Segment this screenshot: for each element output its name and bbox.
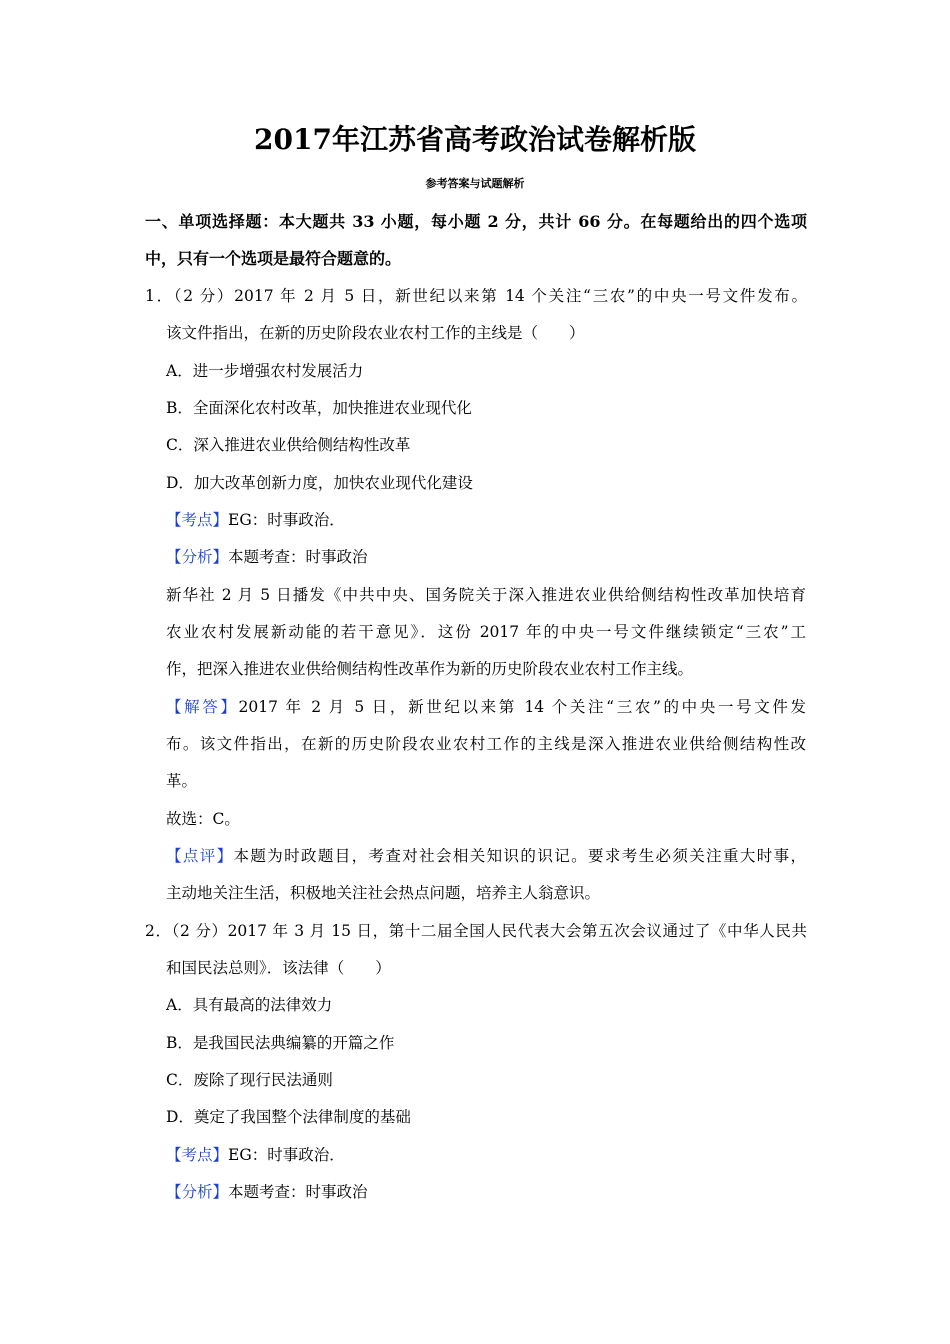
- document-subtitle: 参考答案与试题解析: [425, 177, 525, 190]
- kaodian-text: EG：时事政治．: [228, 1146, 345, 1164]
- kaodian-tag: 【考点】: [166, 1146, 229, 1164]
- dianping-tag: 【点评】: [166, 847, 234, 865]
- section-heading-line: 中，只有一个选项是最符合题意的。: [145, 249, 402, 268]
- question-2-stem-cont: 和国民法总则》．该法律（ ）: [166, 959, 391, 977]
- question-1-analysis-line: 新华社 2 月 5 日播发《中共中央、国务院关于深入推进农业供给侧结构性改革加快培育: [166, 586, 806, 604]
- question-1-jieda-cont: 革。: [166, 772, 198, 790]
- question-2-fenxi: [166, 1181, 368, 1203]
- question-1-jieda-cont: 布。该文件指出，在新的历史阶段农业农村工作的主线是深入推进农业供给侧结构性改: [166, 735, 806, 753]
- question-1-answer: 故选：C。: [166, 810, 240, 828]
- jieda-tag: 【解答】: [166, 698, 239, 716]
- question-1-option-a: A．进一步增强农村发展活力: [166, 362, 364, 380]
- question-1-stem-cont: 该文件指出，在新的历史阶段农业农村工作的主线是（ ）: [166, 324, 585, 342]
- fenxi-text: 本题考查：时事政治: [228, 548, 368, 566]
- section-heading: [145, 203, 810, 277]
- question-1-analysis-line: 作，把深入推进农业供给侧结构性改革作为新的历史阶段农业农村工作主线。: [166, 660, 694, 678]
- dianping-text: 本题为时政题目，考查对社会相关知识的识记。要求考生必须关注重大时事，: [233, 847, 806, 865]
- question-1-dianping: [166, 845, 806, 867]
- question-1-analysis-line: 农业农村发展新动能的若干意见》．这份 2017 年的中央一号文件继续锁定“三农”工: [166, 623, 806, 641]
- question-2-option-c: C．废除了现行民法通则: [166, 1071, 333, 1089]
- question-1-fenxi: [166, 546, 368, 568]
- question-1-option-d: D．加大改革创新力度，加快农业现代化建设: [166, 474, 473, 492]
- question-1-option-b: B．全面深化农村改革，加快推进农业现代化: [166, 399, 472, 417]
- question-2-option-d: D．奠定了我国整个法律制度的基础: [166, 1108, 411, 1126]
- document-title: 2017年江苏省高考政治试卷解析版: [254, 123, 696, 156]
- question-2-option-a: A．具有最高的法律效力: [166, 996, 333, 1014]
- question-2-option-b: B．是我国民法典编纂的开篇之作: [166, 1034, 395, 1052]
- kaodian-text: EG：时事政治．: [228, 511, 345, 529]
- question-1-option-c: C．深入推进农业供给侧结构性改革: [166, 436, 411, 454]
- fenxi-text: 本题考查：时事政治: [228, 1183, 368, 1201]
- jieda-text: 2017 年 2 月 5 日，新世纪以来第 14 个关注“三农”的中央一号文件发: [238, 698, 806, 716]
- fenxi-tag: 【分析】: [166, 548, 229, 566]
- kaodian-tag: 【考点】: [166, 511, 229, 529]
- question-2-kaodian: [166, 1144, 345, 1166]
- question-1-kaodian: [166, 509, 345, 531]
- fenxi-tag: 【分析】: [166, 1183, 229, 1201]
- question-1-stem: 1．（2 分）2017 年 2 月 5 日，新世纪以来第 14 个关注“三农”的中央一号文件发布。: [145, 287, 807, 305]
- section-heading-line: 一、单项选择题：本大题共 33 小题，每小题 2 分，共计 66 分。在每题给出的四个选项: [145, 212, 807, 231]
- question-1-dianping-cont: 主动地关注生活，积极地关注社会热点问题，培养主人翁意识。: [166, 884, 601, 902]
- question-2-stem: 2．（2 分）2017 年 3 月 15 日，第十二届全国人民代表大会第五次会议通过了《中华人民共: [145, 922, 807, 940]
- question-1-jieda: [166, 696, 806, 718]
